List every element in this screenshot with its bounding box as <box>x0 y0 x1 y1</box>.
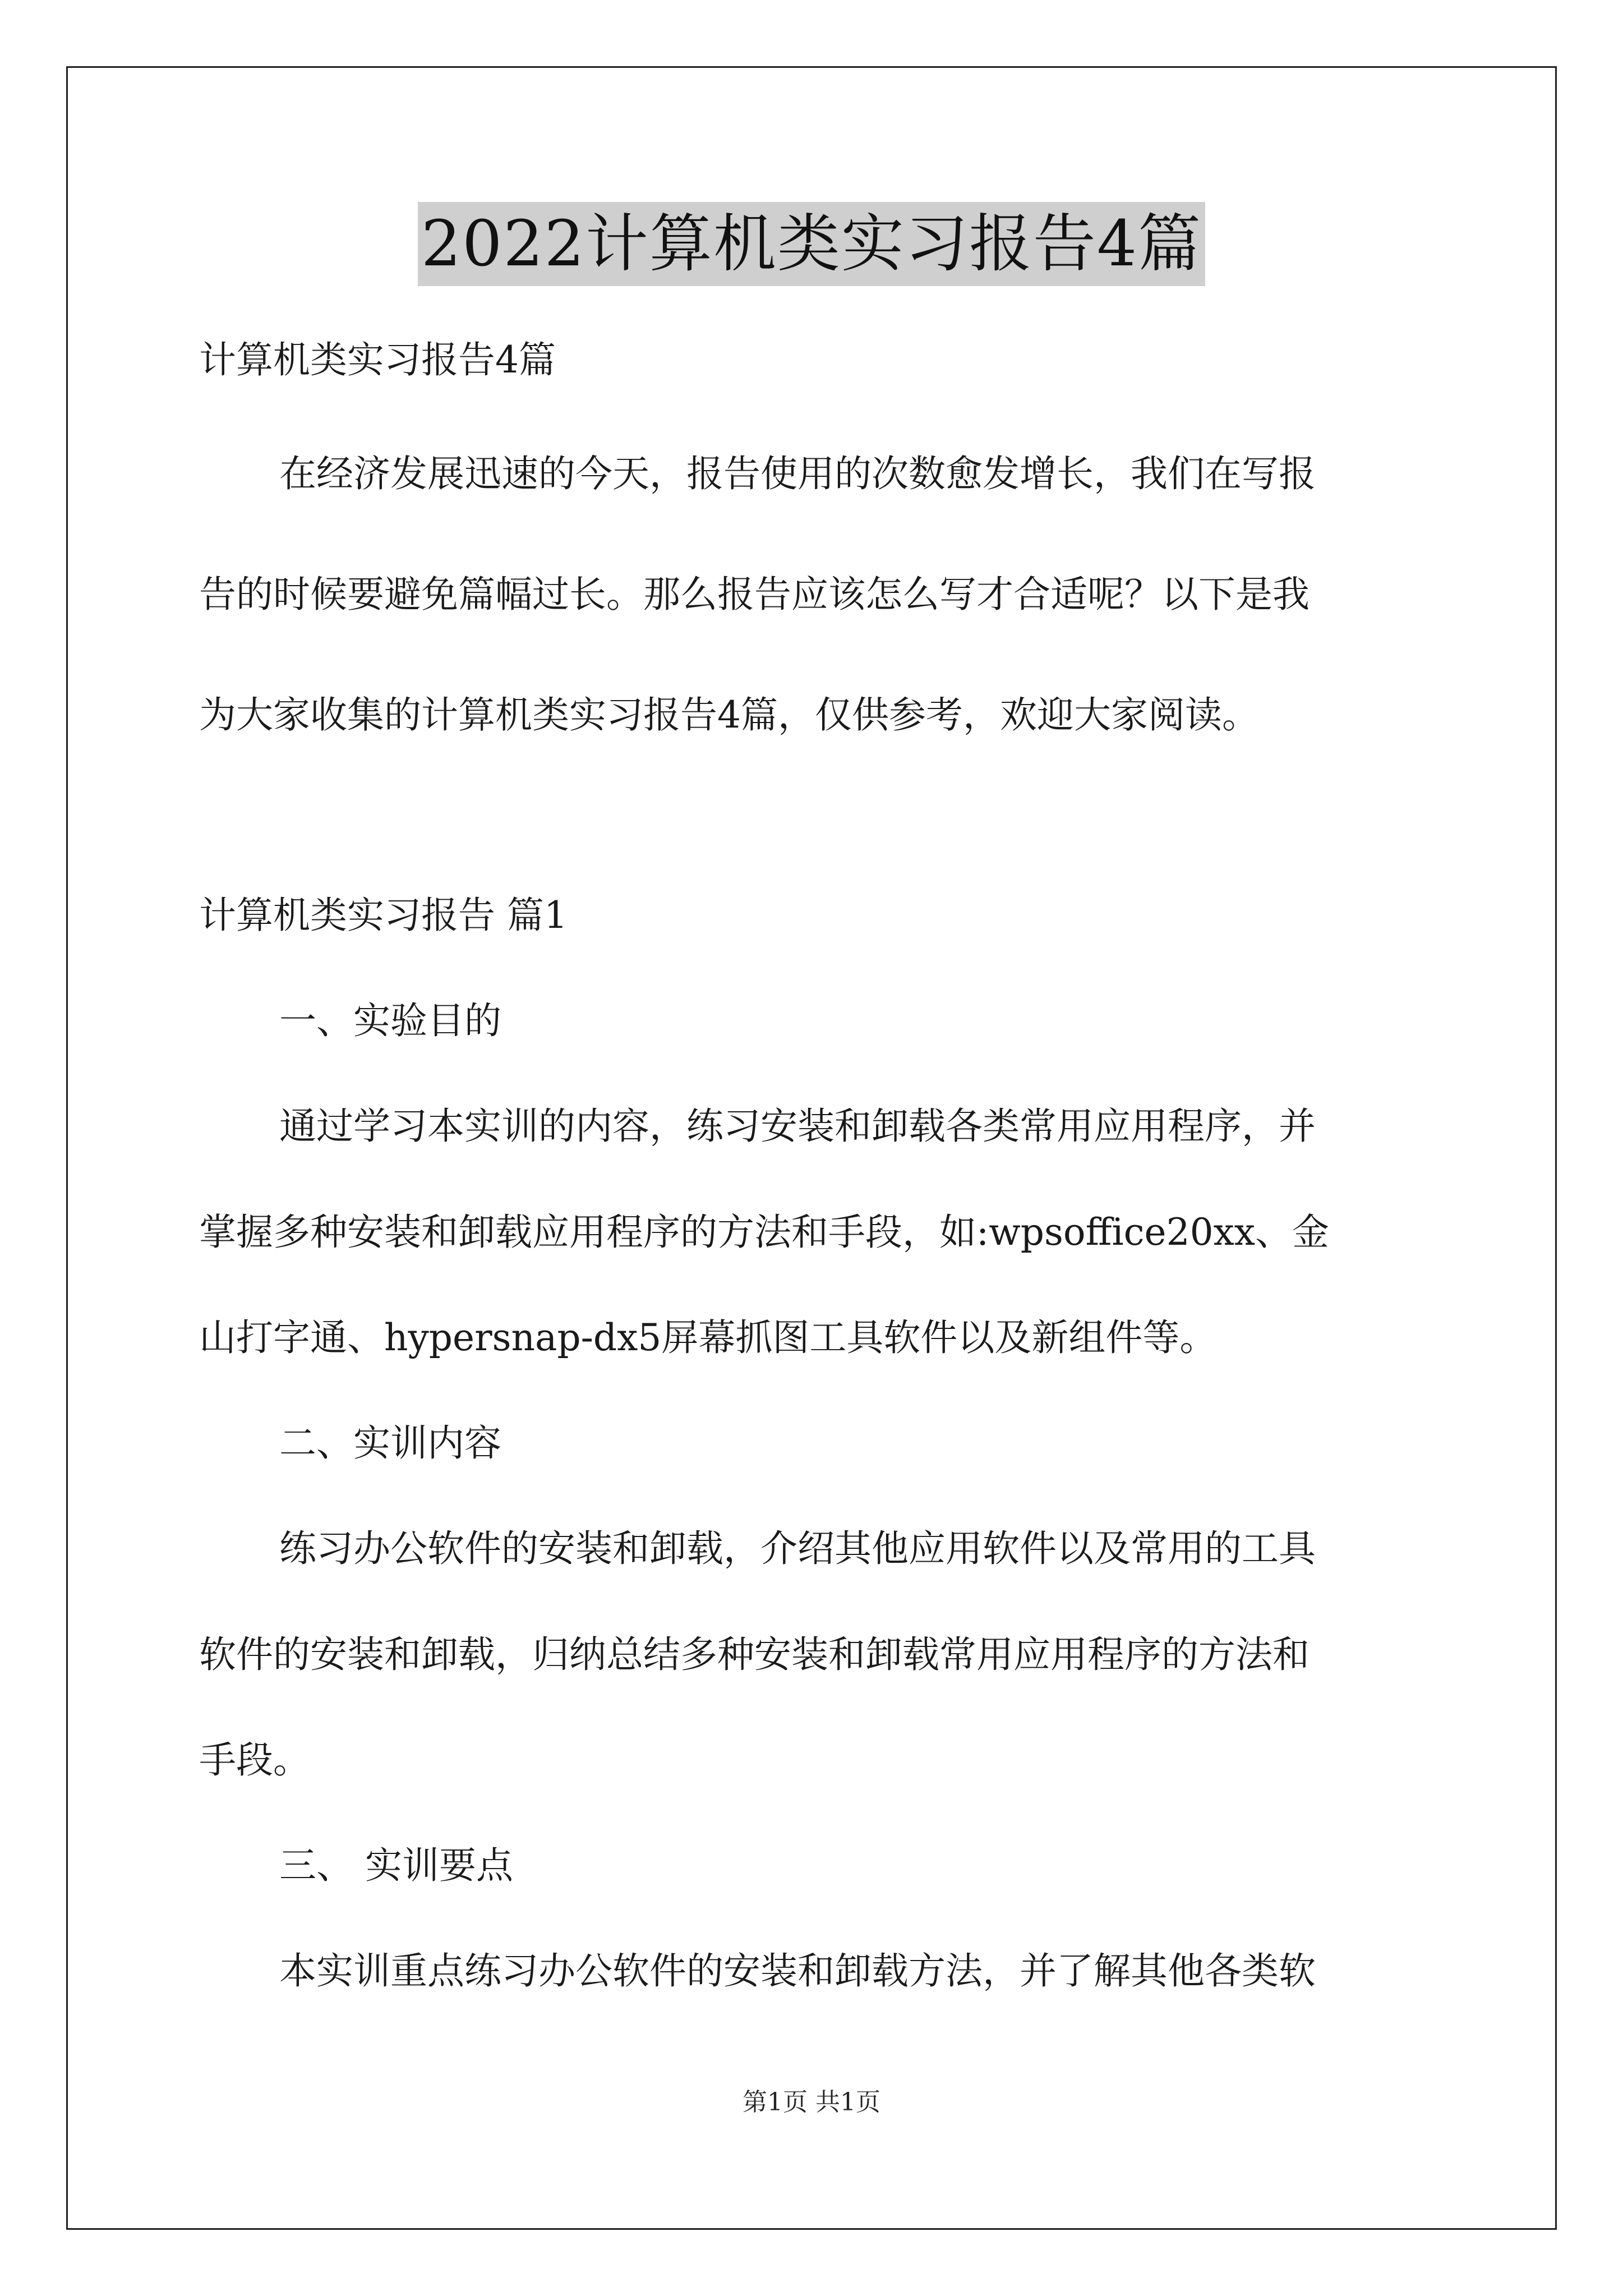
part1-heading: 一、实验目的 <box>279 999 501 1042</box>
page-footer: 第1页 共1页 <box>743 2088 880 2116</box>
document-subtitle: 计算机类实习报告4篇 <box>199 338 556 381</box>
intro-line-1: 在经济发展迅速的今天，报告使用的次数愈发增长，我们在写报 <box>279 452 1316 495</box>
document-title: 2022计算机类实习报告4篇 <box>418 202 1205 286</box>
part2-line-2: 软件的安装和卸载，归纳总结多种安装和卸载常用应用程序的方法和 <box>199 1633 1310 1676</box>
part2-line-3: 手段。 <box>199 1738 310 1782</box>
part1-line-2: 掌握多种安装和卸载应用程序的方法和手段，如:wpsoffice20xx、金 <box>199 1211 1330 1254</box>
section-heading: 计算机类实习报告 篇1 <box>199 894 568 937</box>
part3-heading: 三、 实训要点 <box>279 1844 513 1887</box>
title-container <box>0 202 1623 286</box>
intro-line-2: 告的时候要避免篇幅过长。那么报告应该怎么写才合适呢？以下是我 <box>199 573 1310 616</box>
part2-line-1: 练习办公软件的安装和卸载，介绍其他应用软件以及常用的工具 <box>279 1527 1316 1570</box>
part1-line-1: 通过学习本实训的内容，练习安装和卸载各类常用应用程序，并 <box>279 1105 1316 1148</box>
part2-heading: 二、实训内容 <box>279 1421 501 1465</box>
intro-line-3: 为大家收集的计算机类实习报告4篇，仅供参考，欢迎大家阅读。 <box>199 693 1259 737</box>
part1-line-3: 山打字通、hypersnap-dx5屏幕抓图工具软件以及新组件等。 <box>199 1316 1217 1359</box>
part3-line-1: 本实训重点练习办公软件的安装和卸载方法，并了解其他各类软 <box>279 1949 1316 1993</box>
